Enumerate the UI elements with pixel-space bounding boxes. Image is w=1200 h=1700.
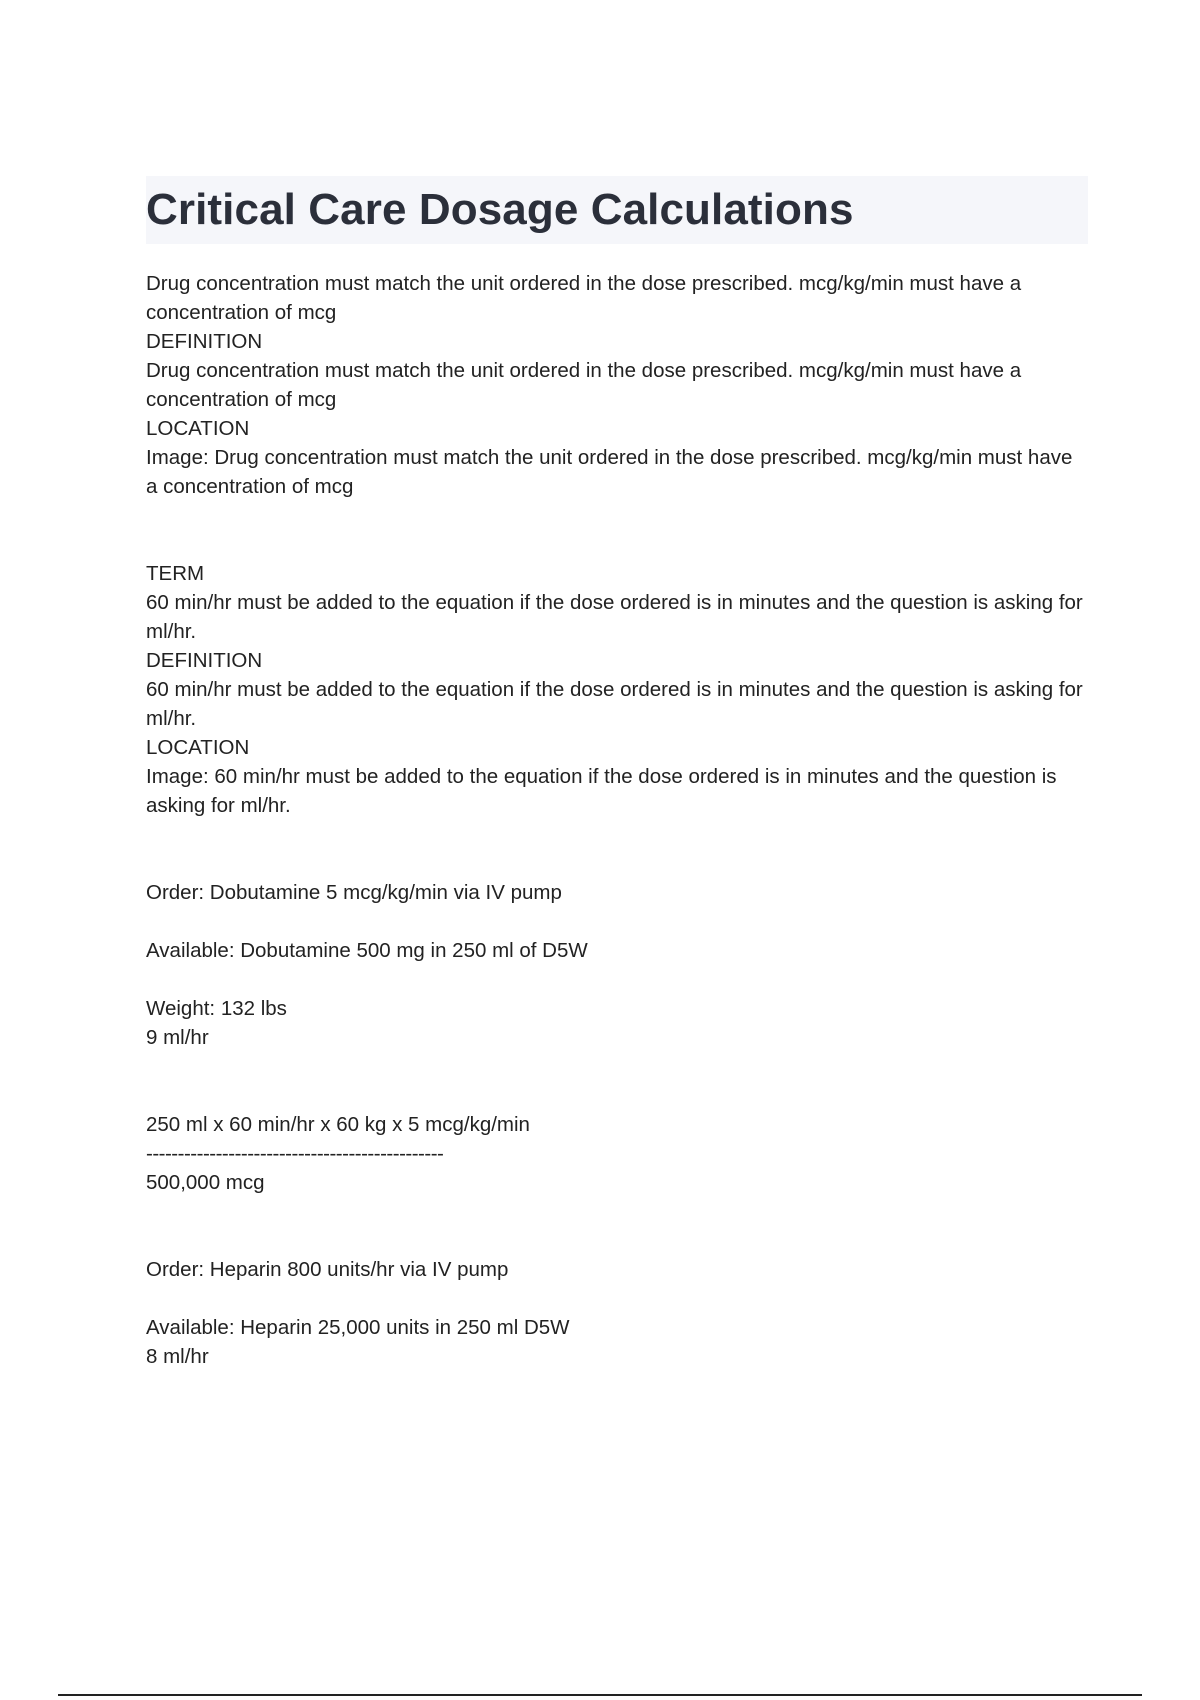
formula-block	[146, 1110, 1086, 1197]
flashcard-1	[146, 269, 1086, 501]
card3-weight: Weight: 132 lbs	[146, 997, 287, 1020]
card4-available: Available: Heparin 25,000 units in 250 ml D5W	[146, 1316, 570, 1339]
spacer	[146, 1284, 1086, 1313]
spacer	[146, 820, 1086, 878]
spacer	[146, 1197, 1086, 1255]
card3-available: Available: Dobutamine 500 mg in 250 ml of D5W	[146, 939, 588, 962]
card1-definition: Drug concentration must match the unit ordered in the dose prescribed. mcg/kg/min must have a concentration of mcg	[146, 359, 1022, 411]
formula-divider: -----------------------------------------------	[146, 1142, 444, 1165]
card2-location: Image: 60 min/hr must be added to the equation if the dose ordered is in minutes and the question is asking for ml/hr.	[146, 765, 1057, 817]
spacer	[146, 1052, 1086, 1110]
card1-location-label: LOCATION	[146, 417, 250, 440]
card2-term: 60 min/hr must be added to the equation if the dose ordered is in minutes and the question is asking for ml/hr.	[146, 591, 1083, 643]
spacer	[146, 965, 1086, 994]
footer-rule	[58, 1694, 1142, 1696]
document-body	[146, 269, 1086, 1371]
card3-order: Order: Dobutamine 5 mcg/kg/min via IV pump	[146, 881, 562, 904]
card4-order: Order: Heparin 800 units/hr via IV pump	[146, 1258, 509, 1281]
card4-answer: 8 ml/hr	[146, 1345, 209, 1368]
card1-definition-label: DEFINITION	[146, 330, 263, 353]
spacer	[146, 501, 1086, 559]
page-title: Critical Care Dosage Calculations	[146, 185, 854, 234]
card3-answer: 9 ml/hr	[146, 1026, 209, 1049]
card2-definition-label: DEFINITION	[146, 649, 263, 672]
card1-location: Image: Drug concentration must match the unit ordered in the dose prescribed. mcg/kg/min must have a concentration of mcg	[146, 446, 1073, 498]
card2-term-label: TERM	[146, 562, 205, 585]
formula-denominator: 500,000 mcg	[146, 1171, 265, 1194]
flashcard-4	[146, 1255, 1086, 1371]
card2-definition: 60 min/hr must be added to the equation if the dose ordered is in minutes and the question is asking for ml/hr.	[146, 678, 1083, 730]
card1-term: Drug concentration must match the unit ordered in the dose prescribed. mcg/kg/min must have a concentration of mcg	[146, 272, 1022, 324]
spacer	[146, 907, 1086, 936]
formula-numerator: 250 ml x 60 min/hr x 60 kg x 5 mcg/kg/min	[146, 1113, 530, 1136]
flashcard-3	[146, 878, 1086, 1052]
card2-location-label: LOCATION	[146, 736, 250, 759]
flashcard-2	[146, 559, 1086, 820]
